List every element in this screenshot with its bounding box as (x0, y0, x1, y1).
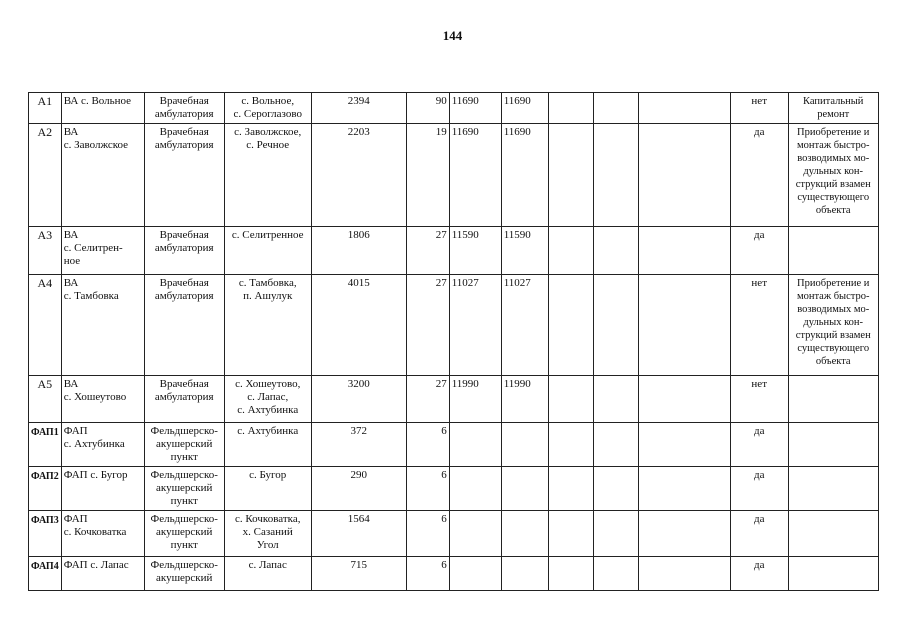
facility-type-line: Фельдшерско- (150, 513, 218, 525)
facility-type (144, 511, 224, 557)
empty-col-10 (593, 557, 638, 591)
yes-no-flag: нет (730, 376, 788, 423)
served-settlements-line: х. Сазаний (242, 526, 293, 538)
facility-type-line: пункт (170, 451, 198, 463)
yes-no-flag: нет (730, 275, 788, 376)
facility-name-line: с. Заволжское (63, 139, 129, 151)
value-1: 11027 (449, 275, 501, 376)
table-row (29, 467, 879, 511)
population: 2203 (311, 124, 406, 227)
facility-name-line: с. Селитрен- (63, 242, 123, 254)
served-settlements-line: с. Заволжское, (234, 126, 302, 138)
note-line: объекта (815, 356, 851, 367)
facilities-table (28, 92, 879, 591)
empty-col-9 (548, 93, 593, 124)
facility-name-line: ВА (63, 229, 79, 241)
facility-type-line: Врачебная (159, 229, 209, 241)
note (788, 124, 878, 227)
served-settlements-line: Угол (256, 539, 279, 551)
facility-name-line: ВА (63, 378, 79, 390)
table-row (29, 93, 879, 124)
empty-col-10 (593, 511, 638, 557)
facility-code: ФАП3 (29, 511, 62, 557)
note-line: Капитальный (803, 96, 864, 107)
facility-type-line: пункт (170, 495, 198, 507)
facility-type-line: Фельдшерско- (150, 425, 218, 437)
population: 372 (311, 423, 406, 467)
population: 290 (311, 467, 406, 511)
facility-type (144, 227, 224, 275)
facility-name-line: ФАП (63, 425, 88, 437)
served-settlements-line: с. Бугор (249, 469, 287, 481)
note (788, 376, 878, 423)
value-2: 11690 (501, 124, 548, 227)
facility-name-line: ВА (63, 126, 79, 138)
table-body (29, 93, 879, 591)
empty-col-9 (548, 511, 593, 557)
facility-type-line: амбулатория (154, 139, 214, 151)
value-1 (449, 511, 501, 557)
value-1: 11990 (449, 376, 501, 423)
yes-no-flag: да (730, 557, 788, 591)
facility-type-line: Врачебная (159, 277, 209, 289)
empty-col-10 (593, 376, 638, 423)
table-row (29, 557, 879, 591)
population: 1564 (311, 511, 406, 557)
facility-code: А2 (29, 124, 62, 227)
empty-col-11 (638, 467, 730, 511)
facility-name (61, 557, 144, 591)
served-settlements (224, 423, 311, 467)
facility-name-line: ВА с. Вольное (63, 95, 132, 107)
value-1 (449, 557, 501, 591)
yes-no-flag: нет (730, 93, 788, 124)
facility-code: А3 (29, 227, 62, 275)
population: 1806 (311, 227, 406, 275)
table-row (29, 511, 879, 557)
empty-col-11 (638, 511, 730, 557)
empty-col-10 (593, 467, 638, 511)
note (788, 467, 878, 511)
note-line: Приобретение и (797, 278, 870, 289)
facility-type-line: акушерский (156, 438, 213, 450)
served-settlements-line: с. Ахтубинка (237, 404, 299, 416)
facility-type-line: пункт (170, 539, 198, 551)
empty-col-11 (638, 93, 730, 124)
facility-type-line: акушерский (156, 572, 213, 584)
facility-name-line: ФАП (63, 513, 88, 525)
empty-col-9 (548, 227, 593, 275)
facility-name-line: ное (63, 255, 81, 267)
note-line: монтаж быстро- (796, 140, 870, 151)
served-settlements (224, 511, 311, 557)
served-settlements-line: с. Тамбовка, (238, 277, 297, 289)
served-settlements (224, 124, 311, 227)
served-settlements-line: с. Селитренное (231, 229, 304, 241)
count: 27 (406, 275, 449, 376)
note-line: существующего (797, 192, 870, 203)
count: 6 (406, 557, 449, 591)
facility-name (61, 467, 144, 511)
served-settlements (224, 227, 311, 275)
facility-type-line: амбулатория (154, 290, 214, 302)
facility-type (144, 376, 224, 423)
facility-type-line: Врачебная (159, 126, 209, 138)
facility-name-line: ВА (63, 277, 79, 289)
served-settlements-line: с. Вольное, (241, 95, 295, 107)
value-1 (449, 423, 501, 467)
facility-name-line: с. Ахтубинка (63, 438, 125, 450)
empty-col-9 (548, 467, 593, 511)
empty-col-9 (548, 124, 593, 227)
note (788, 511, 878, 557)
empty-col-11 (638, 275, 730, 376)
note-line: струкций взамен (795, 330, 871, 341)
served-settlements (224, 275, 311, 376)
empty-col-10 (593, 227, 638, 275)
facility-code: ФАП2 (29, 467, 62, 511)
yes-no-flag: да (730, 227, 788, 275)
served-settlements-line: с. Речное (246, 139, 290, 151)
facility-type (144, 275, 224, 376)
note-line: существующего (797, 343, 870, 354)
facility-name (61, 511, 144, 557)
note-line: дульных кон- (803, 317, 864, 328)
note-line: возводимых мо- (797, 153, 870, 164)
empty-col-11 (638, 423, 730, 467)
note (788, 93, 878, 124)
count: 6 (406, 467, 449, 511)
served-settlements-line: с. Сероглазово (233, 108, 302, 120)
value-1: 11590 (449, 227, 501, 275)
facility-code: А1 (29, 93, 62, 124)
count: 19 (406, 124, 449, 227)
value-2: 11590 (501, 227, 548, 275)
empty-col-11 (638, 124, 730, 227)
yes-no-flag: да (730, 423, 788, 467)
facility-name (61, 227, 144, 275)
note (788, 557, 878, 591)
served-settlements (224, 467, 311, 511)
facility-type-line: Врачебная (159, 95, 209, 107)
table-row (29, 275, 879, 376)
facility-name (61, 124, 144, 227)
empty-col-10 (593, 275, 638, 376)
page-number: 144 (442, 28, 463, 43)
value-2 (501, 557, 548, 591)
empty-col-9 (548, 557, 593, 591)
empty-col-10 (593, 93, 638, 124)
served-settlements-line: с. Лапас, (247, 391, 289, 403)
note-line: дульных кон- (803, 166, 864, 177)
facility-type-line: амбулатория (154, 391, 214, 403)
population: 4015 (311, 275, 406, 376)
facility-type-line: акушерский (156, 526, 213, 538)
facility-name (61, 376, 144, 423)
note (788, 275, 878, 376)
facility-code: А5 (29, 376, 62, 423)
empty-col-11 (638, 376, 730, 423)
facility-name (61, 275, 144, 376)
table-row (29, 423, 879, 467)
yes-no-flag: да (730, 124, 788, 227)
empty-col-9 (548, 275, 593, 376)
empty-col-9 (548, 376, 593, 423)
facility-type (144, 93, 224, 124)
value-2: 11990 (501, 376, 548, 423)
note-line: возводимых мо- (797, 304, 870, 315)
empty-col-11 (638, 557, 730, 591)
note-line: Приобретение и (797, 127, 870, 138)
empty-col-11 (638, 227, 730, 275)
table-row (29, 124, 879, 227)
facility-name-line: ФАП с. Бугор (63, 469, 128, 481)
count: 27 (406, 376, 449, 423)
served-settlements (224, 93, 311, 124)
facility-type-line: амбулатория (154, 242, 214, 254)
table-row (29, 227, 879, 275)
facility-type (144, 467, 224, 511)
facility-type-line: Фельдшерско- (150, 469, 218, 481)
facility-name (61, 423, 144, 467)
count: 27 (406, 227, 449, 275)
facility-name-line: с. Хошеутово (63, 391, 127, 403)
note (788, 227, 878, 275)
count: 6 (406, 511, 449, 557)
served-settlements-line: с. Ахтубинка (237, 425, 299, 437)
facility-name (61, 93, 144, 124)
empty-col-9 (548, 423, 593, 467)
value-1: 11690 (449, 124, 501, 227)
population: 715 (311, 557, 406, 591)
value-2: 11027 (501, 275, 548, 376)
facility-type-line: Врачебная (159, 378, 209, 390)
note-line: объекта (815, 205, 851, 216)
value-2 (501, 511, 548, 557)
value-2 (501, 423, 548, 467)
value-1 (449, 467, 501, 511)
served-settlements-line: п. Ашулук (243, 290, 293, 302)
yes-no-flag: да (730, 511, 788, 557)
note (788, 423, 878, 467)
facility-code: ФАП1 (29, 423, 62, 467)
note-line: струкций взамен (795, 179, 871, 190)
value-1: 11690 (449, 93, 501, 124)
facility-type (144, 124, 224, 227)
table-row (29, 376, 879, 423)
note-line: ремонт (817, 109, 850, 120)
facility-type-line: Фельдшерско- (150, 559, 218, 571)
served-settlements-line: с. Хошеутово, (235, 378, 301, 390)
facility-code: А4 (29, 275, 62, 376)
note-line: монтаж быстро- (796, 291, 870, 302)
yes-no-flag: да (730, 467, 788, 511)
count: 6 (406, 423, 449, 467)
served-settlements (224, 376, 311, 423)
value-2 (501, 467, 548, 511)
empty-col-10 (593, 124, 638, 227)
facility-name-line: с. Тамбовка (63, 290, 119, 302)
facility-type-line: амбулатория (154, 108, 214, 120)
served-settlements-line: с. Лапас (248, 559, 287, 571)
empty-col-10 (593, 423, 638, 467)
value-2: 11690 (501, 93, 548, 124)
population: 2394 (311, 93, 406, 124)
facility-name-line: с. Кочковатка (63, 526, 127, 538)
facility-type (144, 423, 224, 467)
facility-type-line: акушерский (156, 482, 213, 494)
served-settlements (224, 557, 311, 591)
facility-type (144, 557, 224, 591)
facility-name-line: ФАП с. Лапас (63, 559, 129, 571)
facility-code: ФАП4 (29, 557, 62, 591)
served-settlements-line: с. Кочковатка, (234, 513, 301, 525)
count: 90 (406, 93, 449, 124)
population: 3200 (311, 376, 406, 423)
